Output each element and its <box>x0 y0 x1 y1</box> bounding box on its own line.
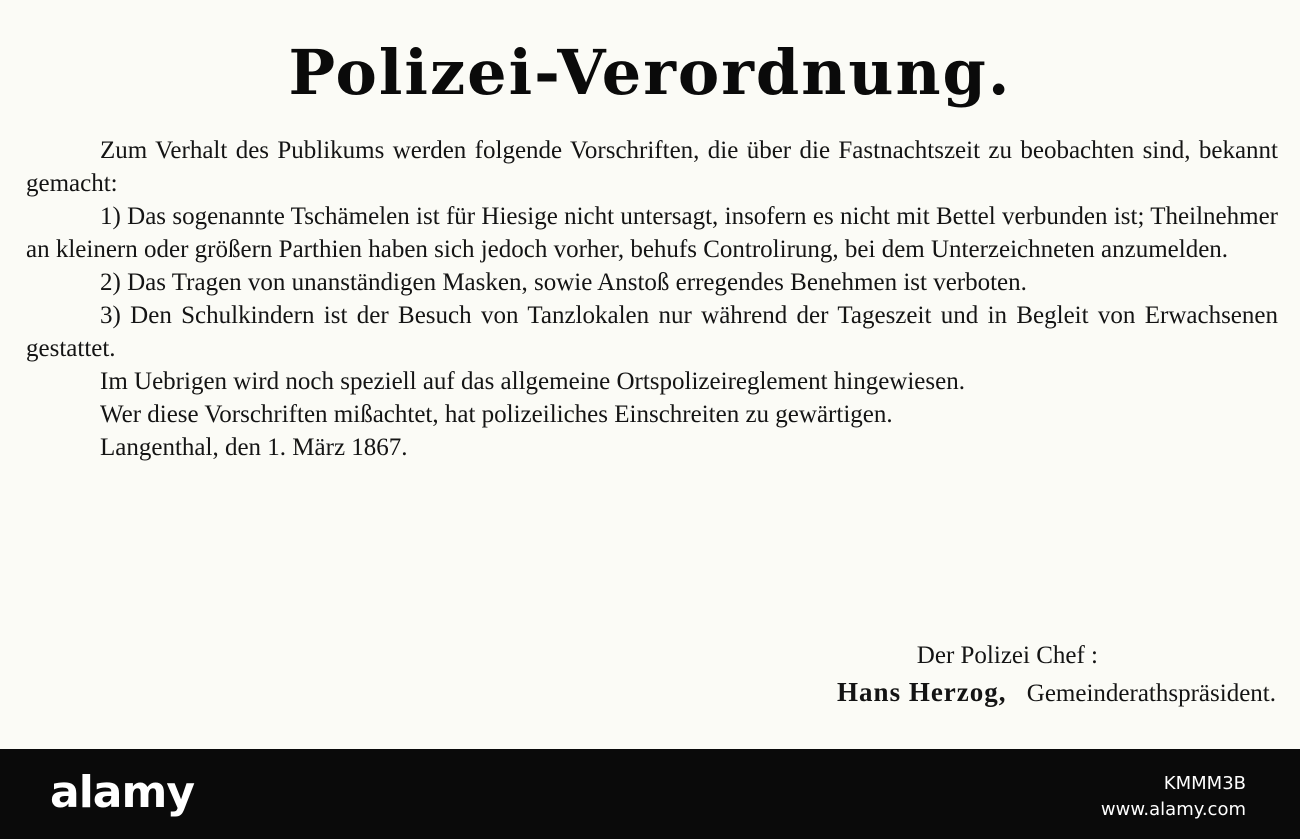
rule-item-1: 1) Das sogenannte Tschämelen ist für Hiesige nicht untersagt, insofern es nicht mit Bettel verbunden ist; Theilnehmer an kleinern oder größern Parthien haben sich jedoch vorher, behufs Controlirung, bei dem Unterzeichneten anzumelden. <box>26 203 1278 263</box>
document-body <box>26 134 1278 464</box>
signature-role: Der Polizei Chef : <box>916 642 1098 669</box>
signature-block <box>576 638 1276 712</box>
closing-paragraph-2: Wer diese Vorschriften mißachtet, hat polizeiliches Einschreiten zu gewärtigen. <box>100 401 893 428</box>
place-date: Langenthal, den 1. März 1867. <box>100 434 408 461</box>
watermark-footer <box>0 749 1300 839</box>
closing-paragraph-1: Im Uebrigen wird noch speziell auf das allgemeine Ortspolizeireglement hingewiesen. <box>100 368 965 395</box>
intro-paragraph: Zum Verhalt des Publikums werden folgende Vorschriften, die über die Fastnachtszeit zu beobachten sind, bekannt gemacht: <box>26 137 1278 197</box>
alamy-logo: alamy <box>50 767 194 818</box>
rule-item-2: 2) Das Tragen von unanständigen Masken, sowie Anstoß erregendes Benehmen ist verboten. <box>100 269 1027 296</box>
rule-item-3: 3) Den Schulkindern ist der Besuch von Tanzlokalen nur während der Tageszeit und in Begleit von Erwachsenen gestattet. <box>26 302 1278 362</box>
watermark-info <box>1101 771 1246 823</box>
image-id: KMMM3B <box>1163 773 1246 794</box>
site-url: www.alamy.com <box>1100 799 1246 820</box>
signature-line <box>576 674 1276 712</box>
signature-office: Gemeinderathspräsident. <box>1026 680 1276 707</box>
document-title: Polizei-Verordnung. <box>288 36 1012 109</box>
signature-name: Hans Herzog, <box>837 677 1007 707</box>
